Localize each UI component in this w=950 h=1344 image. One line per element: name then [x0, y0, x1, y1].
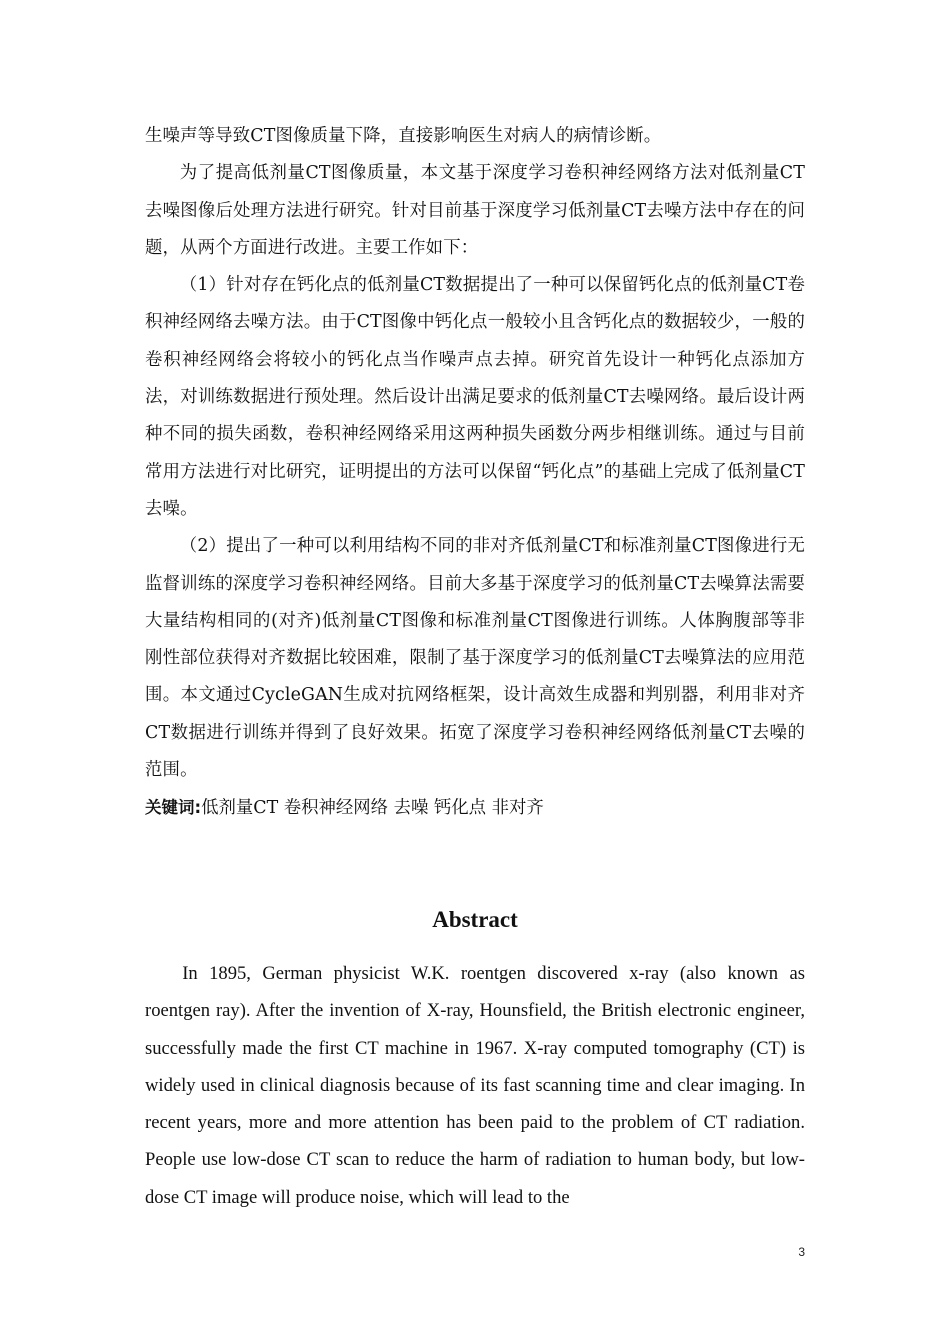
chinese-abstract-body — [145, 118, 805, 828]
chinese-paragraph-continuation: 生噪声等导致CT图像质量下降，直接影响医生对病人的病情诊断。 — [145, 126, 662, 146]
keywords-label: 关键词: — [145, 798, 202, 818]
keywords-line — [145, 789, 805, 827]
english-paragraph: In 1895, German physicist W.K. roentgen discovered x-ray (also known as roentgen ray). After the invention of X-ray, Hounsfield, the British electronic engineer, successfully made the first CT machine in 1967. X-ray computed tomography (CT) is widely used in clinical diagnosis because of its fast scanning time and clear imaging. In recent years, more and more attention has been paid to the problem of CT radiation. People use low-dose CT scan to reduce the harm of radiation to human body, but low-dose CT image will produce noise, which will lead to the — [145, 963, 805, 1208]
english-abstract-body — [145, 955, 805, 1216]
chinese-paragraph-intro: 为了提高低剂量CT图像质量，本文基于深度学习卷积神经网络方法对低剂量CT去噪图像后处理方法进行研究。针对目前基于深度学习低剂量CT去噪方法中存在的问题，从两个方面进行改进。主要工作如下： — [145, 163, 805, 258]
chinese-paragraph-work-2: （2）提出了一种可以利用结构不同的非对齐低剂量CT和标准剂量CT图像进行无监督训练的深度学习卷积神经网络。目前大多基于深度学习的低剂量CT去噪算法需要大量结构相同的(对齐)低剂量CT图像和标准剂量CT图像进行训练。人体胸腹部等非刚性部位获得对齐数据比较困难，限制了基于深度学习的低剂量CT去噪算法的应用范围。本文通过CycleGAN生成对抗网络框架，设计高效生成器和判别器，利用非对齐CT数据进行训练并得到了良好效果。拓宽了深度学习卷积神经网络低剂量CT去噪的范围。 — [145, 536, 805, 781]
keywords-text: 低剂量CT 卷积神经网络 去噪 钙化点 非对齐 — [201, 798, 544, 819]
page-number: 3 — [798, 1245, 805, 1259]
chinese-paragraph-work-1: （1）针对存在钙化点的低剂量CT数据提出了一种可以保留钙化点的低剂量CT卷积神经网络去噪方法。由于CT图像中钙化点一般较小且含钙化点的数据较少，一般的卷积神经网络会将较小的钙化点当作噪声点去掉。研究首先设计一种钙化点添加方法，对训练数据进行预处理。然后设计出满足要求的低剂量CT去噪网络。最后设计两种不同的损失函数，卷积神经网络采用这两种损失函数分两步相继训练。通过与目前常用方法进行对比研究，证明提出的方法可以保留“钙化点”的基础上完成了低剂量CT去噪。 — [145, 275, 805, 519]
abstract-heading: Abstract — [432, 907, 518, 932]
